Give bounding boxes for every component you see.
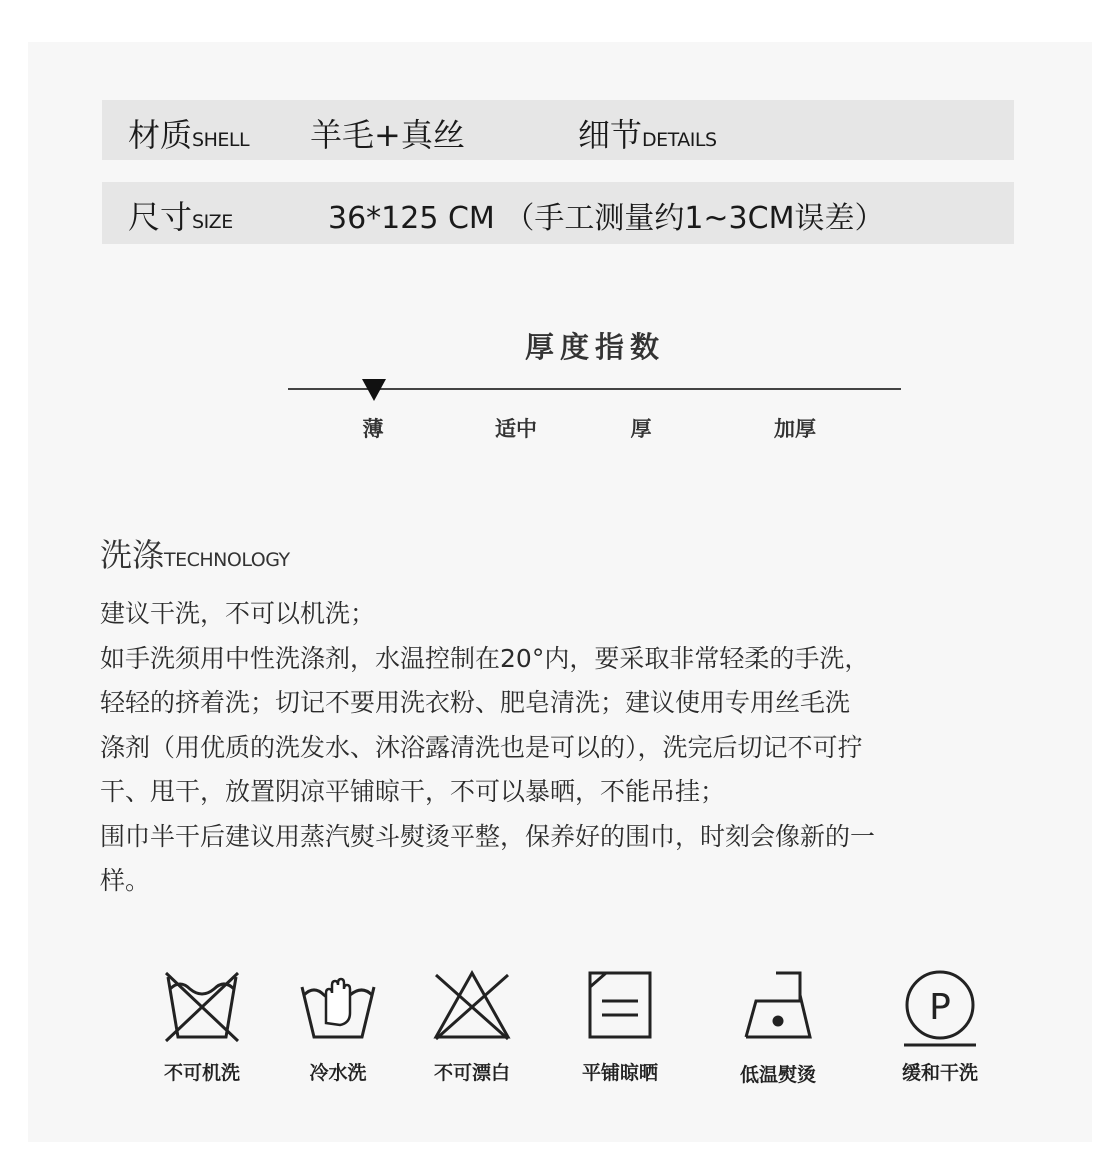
details-label-cn: 细节 [578,116,643,154]
thickness-level-extra-thick: 加厚 [774,417,816,441]
washing-heading-cn: 洗涤 [100,536,165,574]
thickness-title: 厚度指数 [524,330,665,364]
care-symbol-gentle-dry-clean [870,965,1010,1084]
thickness-marker-icon [362,379,386,401]
care-label: 缓和干洗 [901,1062,978,1084]
care-label: 不可漂白 [433,1062,510,1084]
washing-line: 涤剂（用优质的洗发水、沐浴露清洗也是可以的），洗完后切记不可拧 [100,732,863,762]
material-label-en: SHELL [192,129,250,151]
details-label-en: DETAILS [642,129,717,151]
washing-line: 建议干洗，不可以机洗； [100,599,376,628]
care-label: 低温熨烫 [739,1064,816,1086]
washing-line: 如手洗须用中性洗涤剂，水温控制在20°内，要采取非常轻柔的手洗， [100,643,870,673]
care-symbol-no-bleach [402,965,542,1084]
details-label [578,110,717,156]
thickness-level-thin: 薄 [362,417,384,441]
washing-heading-en: TECHNOLOGY [164,549,290,571]
care-label: 平铺晾晒 [581,1062,658,1084]
flat-dry-icon [578,965,662,1045]
care-symbol-cold-hand-wash [268,965,408,1084]
care-symbol-low-iron [708,965,848,1086]
size-row [102,182,1014,244]
no-machine-wash-icon [160,965,244,1045]
gentle-dry-clean-icon [898,965,982,1049]
size-label-cn: 尺寸 [128,198,193,236]
care-symbol-no-machine-wash [132,965,272,1084]
no-bleach-icon [430,965,514,1045]
care-label: 不可机洗 [163,1062,240,1084]
material-value: 羊毛+真丝 [310,116,465,154]
size-label-en: SIZE [192,211,233,233]
material-row [102,100,1014,160]
washing-heading [100,530,290,576]
thickness-level-thick: 厚 [630,417,652,441]
care-symbol-flat-dry [550,965,690,1084]
material-label-cn: 材质 [128,116,193,154]
low-iron-icon [736,965,820,1045]
washing-line: 轻轻的挤着洗；切记不要用洗衣粉、肥皂清洗；建议使用专用丝毛洗 [100,688,851,717]
size-value: 36*125 CM （手工测量约1~3CM误差） [328,201,885,236]
size-label [128,192,233,238]
svg-text:P: P [929,987,951,1028]
washing-line: 围巾半干后建议用蒸汽熨斗熨烫平整，保养好的围巾，时刻会像新的一 [100,821,876,851]
washing-instructions [100,592,1020,904]
washing-line: 样。 [100,866,151,895]
thickness-level-medium: 适中 [495,417,537,441]
care-label: 冷水洗 [309,1062,367,1084]
washing-line: 干、甩干，放置阴凉平铺晾干，不可以暴晒，不能吊挂； [100,777,726,806]
material-label [128,110,249,156]
cold-hand-wash-icon [296,965,380,1045]
